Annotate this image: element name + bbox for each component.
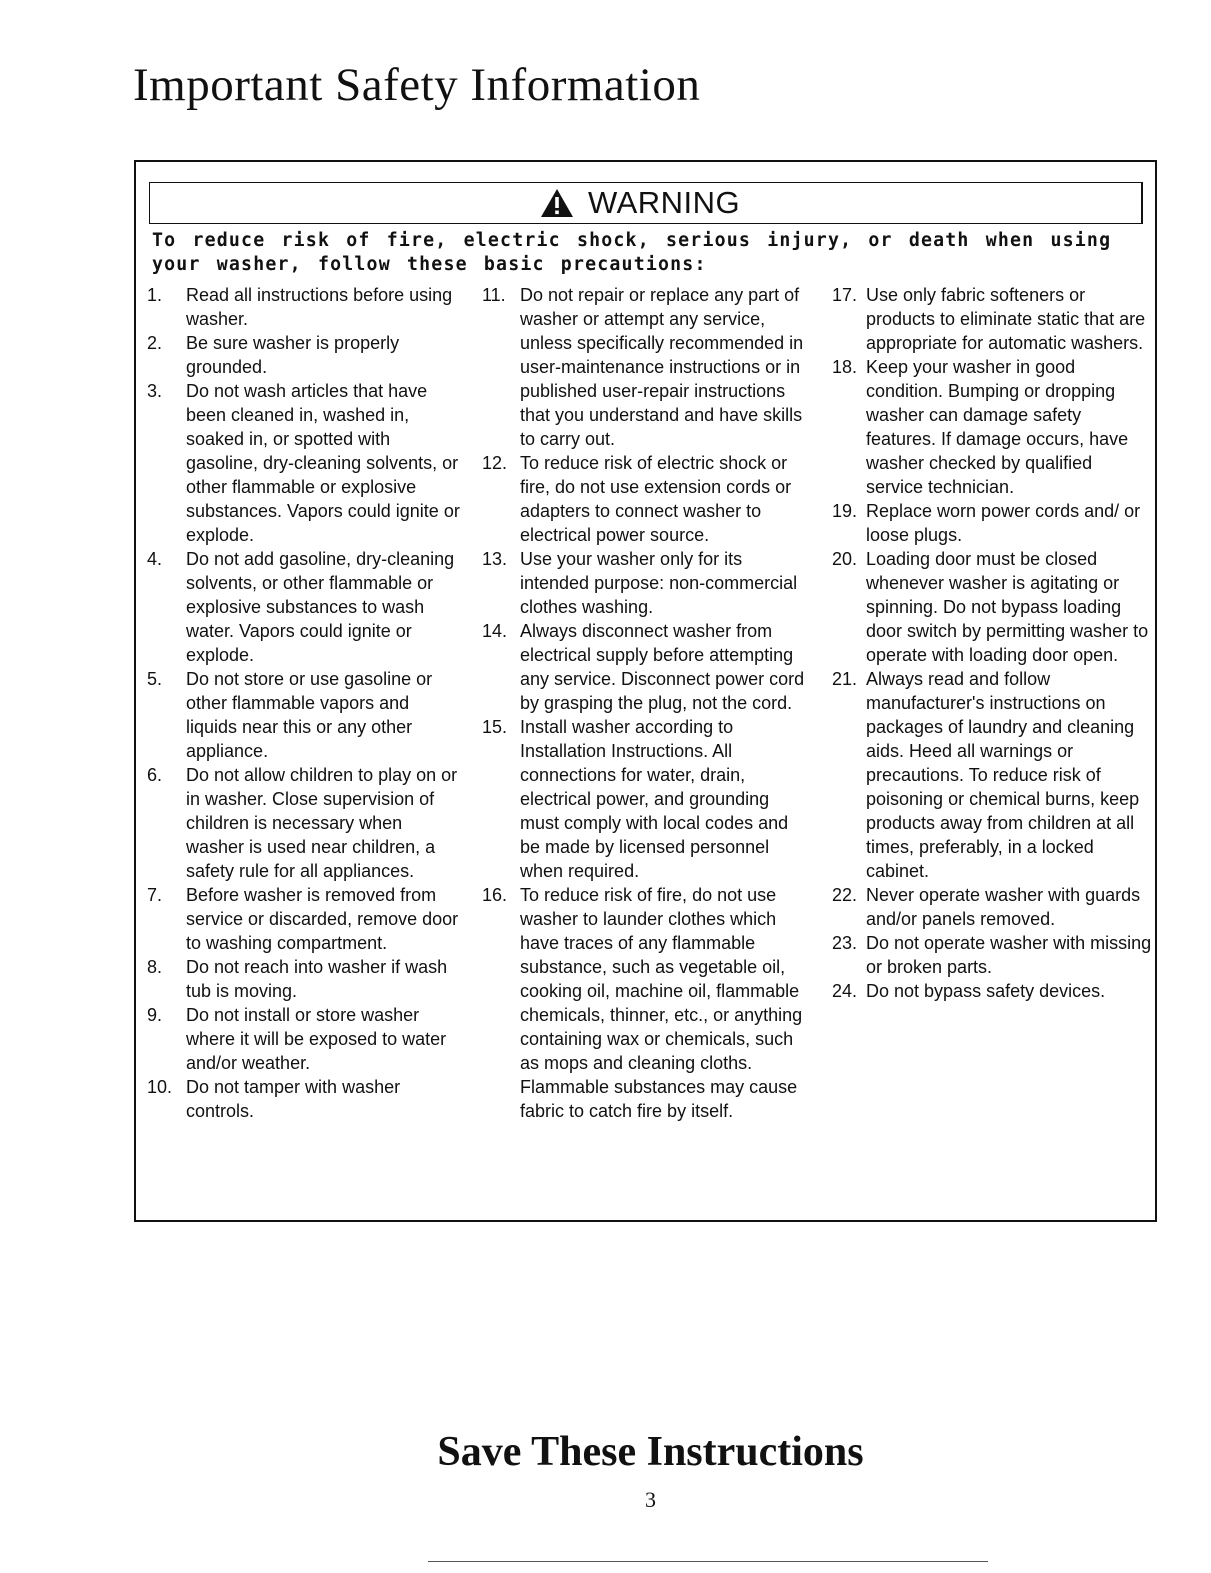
precaution-number: 5.: [147, 669, 163, 689]
precaution-number: 22.: [832, 885, 858, 905]
precaution-item: [147, 1075, 463, 1123]
precaution-number: 17.: [832, 285, 858, 305]
precaution-item: [482, 451, 812, 547]
precaution-text: To reduce risk of fire, do not use washer to launder clothes which have traces of any flammable substance, such as vegetable oil, cooking oil, machine oil, flammable chemicals, thinner, etc., or anything containing wax or chemicals, such as mops and cleaning cloths. Flammable substances may cause fabric to catch fire by itself.: [520, 885, 803, 1121]
precaution-text: Do not bypass safety devices.: [866, 981, 1106, 1001]
precautions-column-2: [482, 283, 812, 1123]
precaution-text: Be sure washer is properly grounded.: [186, 333, 400, 377]
precaution-item: [147, 331, 463, 379]
precaution-text: Do not allow children to play on or in washer. Close supervision of children is necessary when washer is used near children, a safety rule for all appliances.: [186, 765, 458, 881]
page-number: 3: [645, 1487, 656, 1512]
precaution-item: [147, 547, 463, 667]
precautions-column-3: [832, 283, 1152, 1003]
precaution-item: [147, 955, 463, 1003]
precaution-item: [832, 355, 1152, 499]
precaution-item: [482, 715, 812, 883]
precaution-text: Read all instructions before using washer.: [186, 285, 453, 329]
precaution-item: [482, 883, 812, 1123]
precaution-number: 23.: [832, 933, 858, 953]
warning-header: [540, 186, 740, 220]
precautions-column-1: [147, 283, 463, 1123]
precaution-item: [482, 547, 812, 619]
precaution-text: Keep your washer in good condition. Bumping or dropping washer can damage safety features. If damage occurs, have washer checked by qualified service technician.: [866, 357, 1129, 497]
page-title: Important Safety Information: [133, 59, 701, 111]
precaution-item: [832, 667, 1152, 883]
precaution-number: 7.: [147, 885, 163, 905]
precaution-text: Always read and follow manufacturer's instructions on packages of laundry and cleaning aids. Heed all warnings or precautions. To reduce risk of poisoning or chemical burns, keep products away from children at all times, preferably, in a locked cabinet.: [866, 669, 1140, 881]
precaution-item: [482, 283, 812, 451]
warning-label: WARNING: [588, 185, 741, 220]
precaution-item: [832, 547, 1152, 667]
precaution-number: 8.: [147, 957, 163, 977]
precaution-number: 10.: [147, 1077, 173, 1097]
save-instructions-footer: Save These Instructions: [437, 1429, 864, 1475]
precaution-item: [832, 283, 1152, 355]
precaution-item: [147, 379, 463, 547]
precaution-number: 21.: [832, 669, 858, 689]
precaution-item: [832, 499, 1152, 547]
precaution-item: [147, 883, 463, 955]
precaution-text: Replace worn power cords and/ or loose plugs.: [866, 501, 1141, 545]
precaution-text: Do not wash articles that have been cleaned in, washed in, soaked in, or spotted with gasoline, dry-cleaning solvents, or other flammable or explosive substances. Vapors could ignite or explode.: [186, 381, 460, 545]
precaution-item: [832, 979, 1152, 1003]
precaution-text: Do not repair or replace any part of washer or attempt any service, unless specifically recommended in user-maintenance instructions or in published user-repair instructions that you understand and have skills to carry out.: [520, 285, 804, 449]
precaution-number: 13.: [482, 549, 508, 569]
precaution-number: 11.: [482, 285, 506, 305]
precaution-number: 9.: [147, 1005, 163, 1025]
bottom-rule: [428, 1561, 988, 1562]
precaution-text: Do not tamper with washer controls.: [186, 1077, 401, 1121]
precaution-item: [482, 619, 812, 715]
precaution-number: 3.: [147, 381, 163, 401]
precaution-text: Always disconnect washer from electrical supply before attempting any service. Disconnect power cord by grasping the plug, not the cord.: [520, 621, 805, 713]
precaution-number: 4.: [147, 549, 163, 569]
precaution-text: Do not store or use gasoline or other flammable vapors and liquids near this or any other appliance.: [186, 669, 433, 761]
precaution-text: To reduce risk of electric shock or fire, do not use extension cords or adapters to connect washer to electrical power source.: [520, 453, 792, 545]
precaution-text: Do not add gasoline, dry-cleaning solvents, or other flammable or explosive substances to wash water. Vapors could ignite or explode.: [186, 549, 455, 665]
precaution-number: 6.: [147, 765, 163, 785]
precaution-text: Install washer according to Installation Instructions. All connections for water, drain, electrical power, and grounding must comply with local codes and be made by licensed personnel when required.: [520, 717, 789, 881]
precaution-number: 18.: [832, 357, 858, 377]
precaution-number: 14.: [482, 621, 508, 641]
precaution-number: 24.: [832, 981, 858, 1001]
warning-triangle-icon: [540, 188, 574, 218]
precaution-text: Use your washer only for its intended purpose: non-commercial clothes washing.: [520, 549, 798, 617]
precaution-item: [832, 883, 1152, 931]
precaution-number: 19.: [832, 501, 858, 521]
precaution-item: [147, 667, 463, 763]
precaution-number: 15.: [482, 717, 508, 737]
precaution-item: [147, 763, 463, 883]
precaution-text: Before washer is removed from service or discarded, remove door to washing compartment.: [186, 885, 459, 953]
precaution-text: Use only fabric softeners or products to eliminate static that are appropriate for automatic washers.: [866, 285, 1146, 353]
precaution-text: Do not install or store washer where it will be exposed to water and/or weather.: [186, 1005, 447, 1073]
precaution-item: [832, 931, 1152, 979]
warning-intro: To reduce risk of fire, electric shock, serious injury, or death when using your washer, follow these basic precautions:: [152, 230, 1112, 275]
precaution-number: 2.: [147, 333, 163, 353]
precaution-text: Loading door must be closed whenever washer is agitating or spinning. Do not bypass loading door switch by permitting washer to operate with loading door open.: [866, 549, 1149, 665]
precaution-text: Do not reach into washer if wash tub is moving.: [186, 957, 448, 1001]
precaution-text: Never operate washer with guards and/or panels removed.: [866, 885, 1141, 929]
precaution-item: [147, 283, 463, 331]
precaution-item: [147, 1003, 463, 1075]
precaution-number: 12.: [482, 453, 508, 473]
precaution-text: Do not operate washer with missing or broken parts.: [866, 933, 1152, 977]
precaution-number: 20.: [832, 549, 858, 569]
precaution-number: 16.: [482, 885, 508, 905]
precaution-number: 1.: [147, 285, 163, 305]
